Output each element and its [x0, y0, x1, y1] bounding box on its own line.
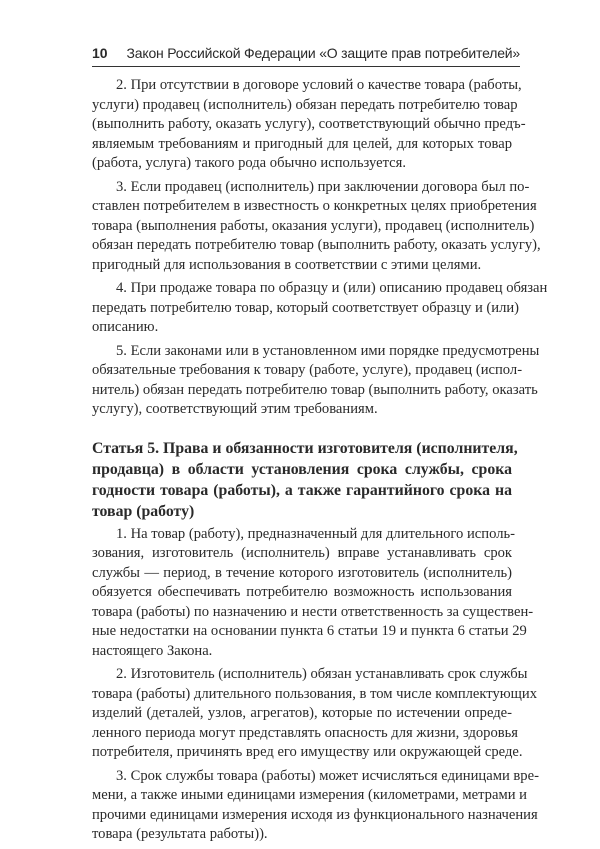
text-line: обязан передать потребителю товар (выполнить работу, оказать услугу), [92, 237, 541, 253]
text-line: пригодный для использования в соответствии с этими целями. [92, 256, 482, 273]
text-line: (работа, услуга) такого рода обычно используется. [92, 155, 406, 171]
heading-line: Статья 5. Права и обязанности изготовителя (исполнителя, [92, 439, 518, 457]
page-header [92, 44, 520, 68]
text-line: 2. Изготовитель (исполнитель) обязан устанавливать срок службы [116, 666, 528, 682]
paragraph [92, 665, 538, 763]
text-line: (выполнить работу, оказать услугу), соответствующий обычно предъ- [92, 116, 526, 132]
heading-line: годности товара (работы), а также гарантийного срока на [92, 481, 512, 499]
text-line: товара (результата работы)). [92, 826, 268, 842]
text-line: изделий (деталей, узлов, агрегатов), которые по истечении опреде- [92, 705, 512, 721]
text-line: службы — период, в течение которого изготовитель (исполнитель) [92, 564, 512, 581]
text-line: 2. При отсутствии в договоре условий о качестве товара (работы, [116, 77, 522, 93]
page-body [92, 76, 548, 849]
running-title: Закон Российской Федерации «О защите прав потребителей» [126, 45, 520, 61]
text-line: мени, а также иными единицами измерения (километрами, метрами и [92, 787, 527, 803]
text-line: являемым требованиям и пригодный для целей, для которых товар [92, 135, 512, 152]
text-line: услугу), соответствующий этим требованиям. [92, 401, 378, 417]
text-line: 4. При продаже товара по образцу и (или) описанию продавец обязан [116, 280, 548, 296]
text-line: нитель) обязан передать потребителю товар (выполнить работу, оказать [92, 381, 538, 398]
text-line: товара (работы) по назначению и нести ответственность за существен- [92, 603, 534, 620]
text-line: описанию. [92, 319, 159, 335]
paragraph [92, 767, 539, 845]
text-line: зования, изготовитель (исполнитель) вправе устанавливать срок [92, 545, 512, 561]
paragraph [92, 76, 526, 174]
text-line: передать потребителю товар, который соответствует образцу и (или) [92, 299, 520, 316]
text-line: ставлен потребителем в известность о конкретных целях приобретения [92, 198, 537, 214]
text-line: товара (выполнения работы, оказания услуги), продавец (исполнитель) [92, 217, 535, 234]
article-heading [92, 438, 518, 522]
text-line: обязательные требования к товару (работе, услуге), продавец (испол- [92, 362, 523, 378]
text-line: 1. На товар (работу), предназначенный для длительного исполь- [116, 525, 515, 542]
heading-line: продавца) в области установления срока службы, срока [92, 460, 512, 478]
paragraph [92, 279, 548, 338]
text-line: 3. Срок службы товара (работы) может исчисляться единицами вре- [116, 767, 539, 784]
text-line: обязуется обеспечивать потребителю возможность использования [92, 584, 512, 600]
text-line: потребителя, причинять вред его имуществу или окружающей среде. [92, 744, 523, 760]
text-line: ные недостатки на основании пункта 6 статьи 19 и пункта 6 статьи 29 [92, 623, 527, 639]
paragraph [92, 342, 540, 420]
text-line: прочими единицами измерения исходя из функционального назначения [92, 806, 538, 823]
paragraph [92, 178, 541, 276]
text-line: настоящего Закона. [92, 642, 213, 659]
paragraphs-before [92, 76, 548, 424]
text-line: 3. Если продавец (исполнитель) при заключении договора был по- [116, 178, 530, 195]
text-line: ленного периода могут представлять опасность для жизни, здоровья [92, 724, 519, 741]
heading-line: товар (работу) [92, 502, 195, 520]
text-line: товара (работы) длительного пользования, в том числе комплектующих [92, 685, 538, 702]
paragraph [92, 525, 534, 662]
paragraphs-after [92, 525, 539, 849]
text-line: 5. Если законами или в установленном ими порядке предусмотрены [116, 342, 540, 359]
header-rule [92, 66, 520, 67]
page-number: 10 [92, 45, 108, 61]
text-line: услуги) продавец (исполнитель) обязан передать потребителю товар [92, 96, 518, 113]
